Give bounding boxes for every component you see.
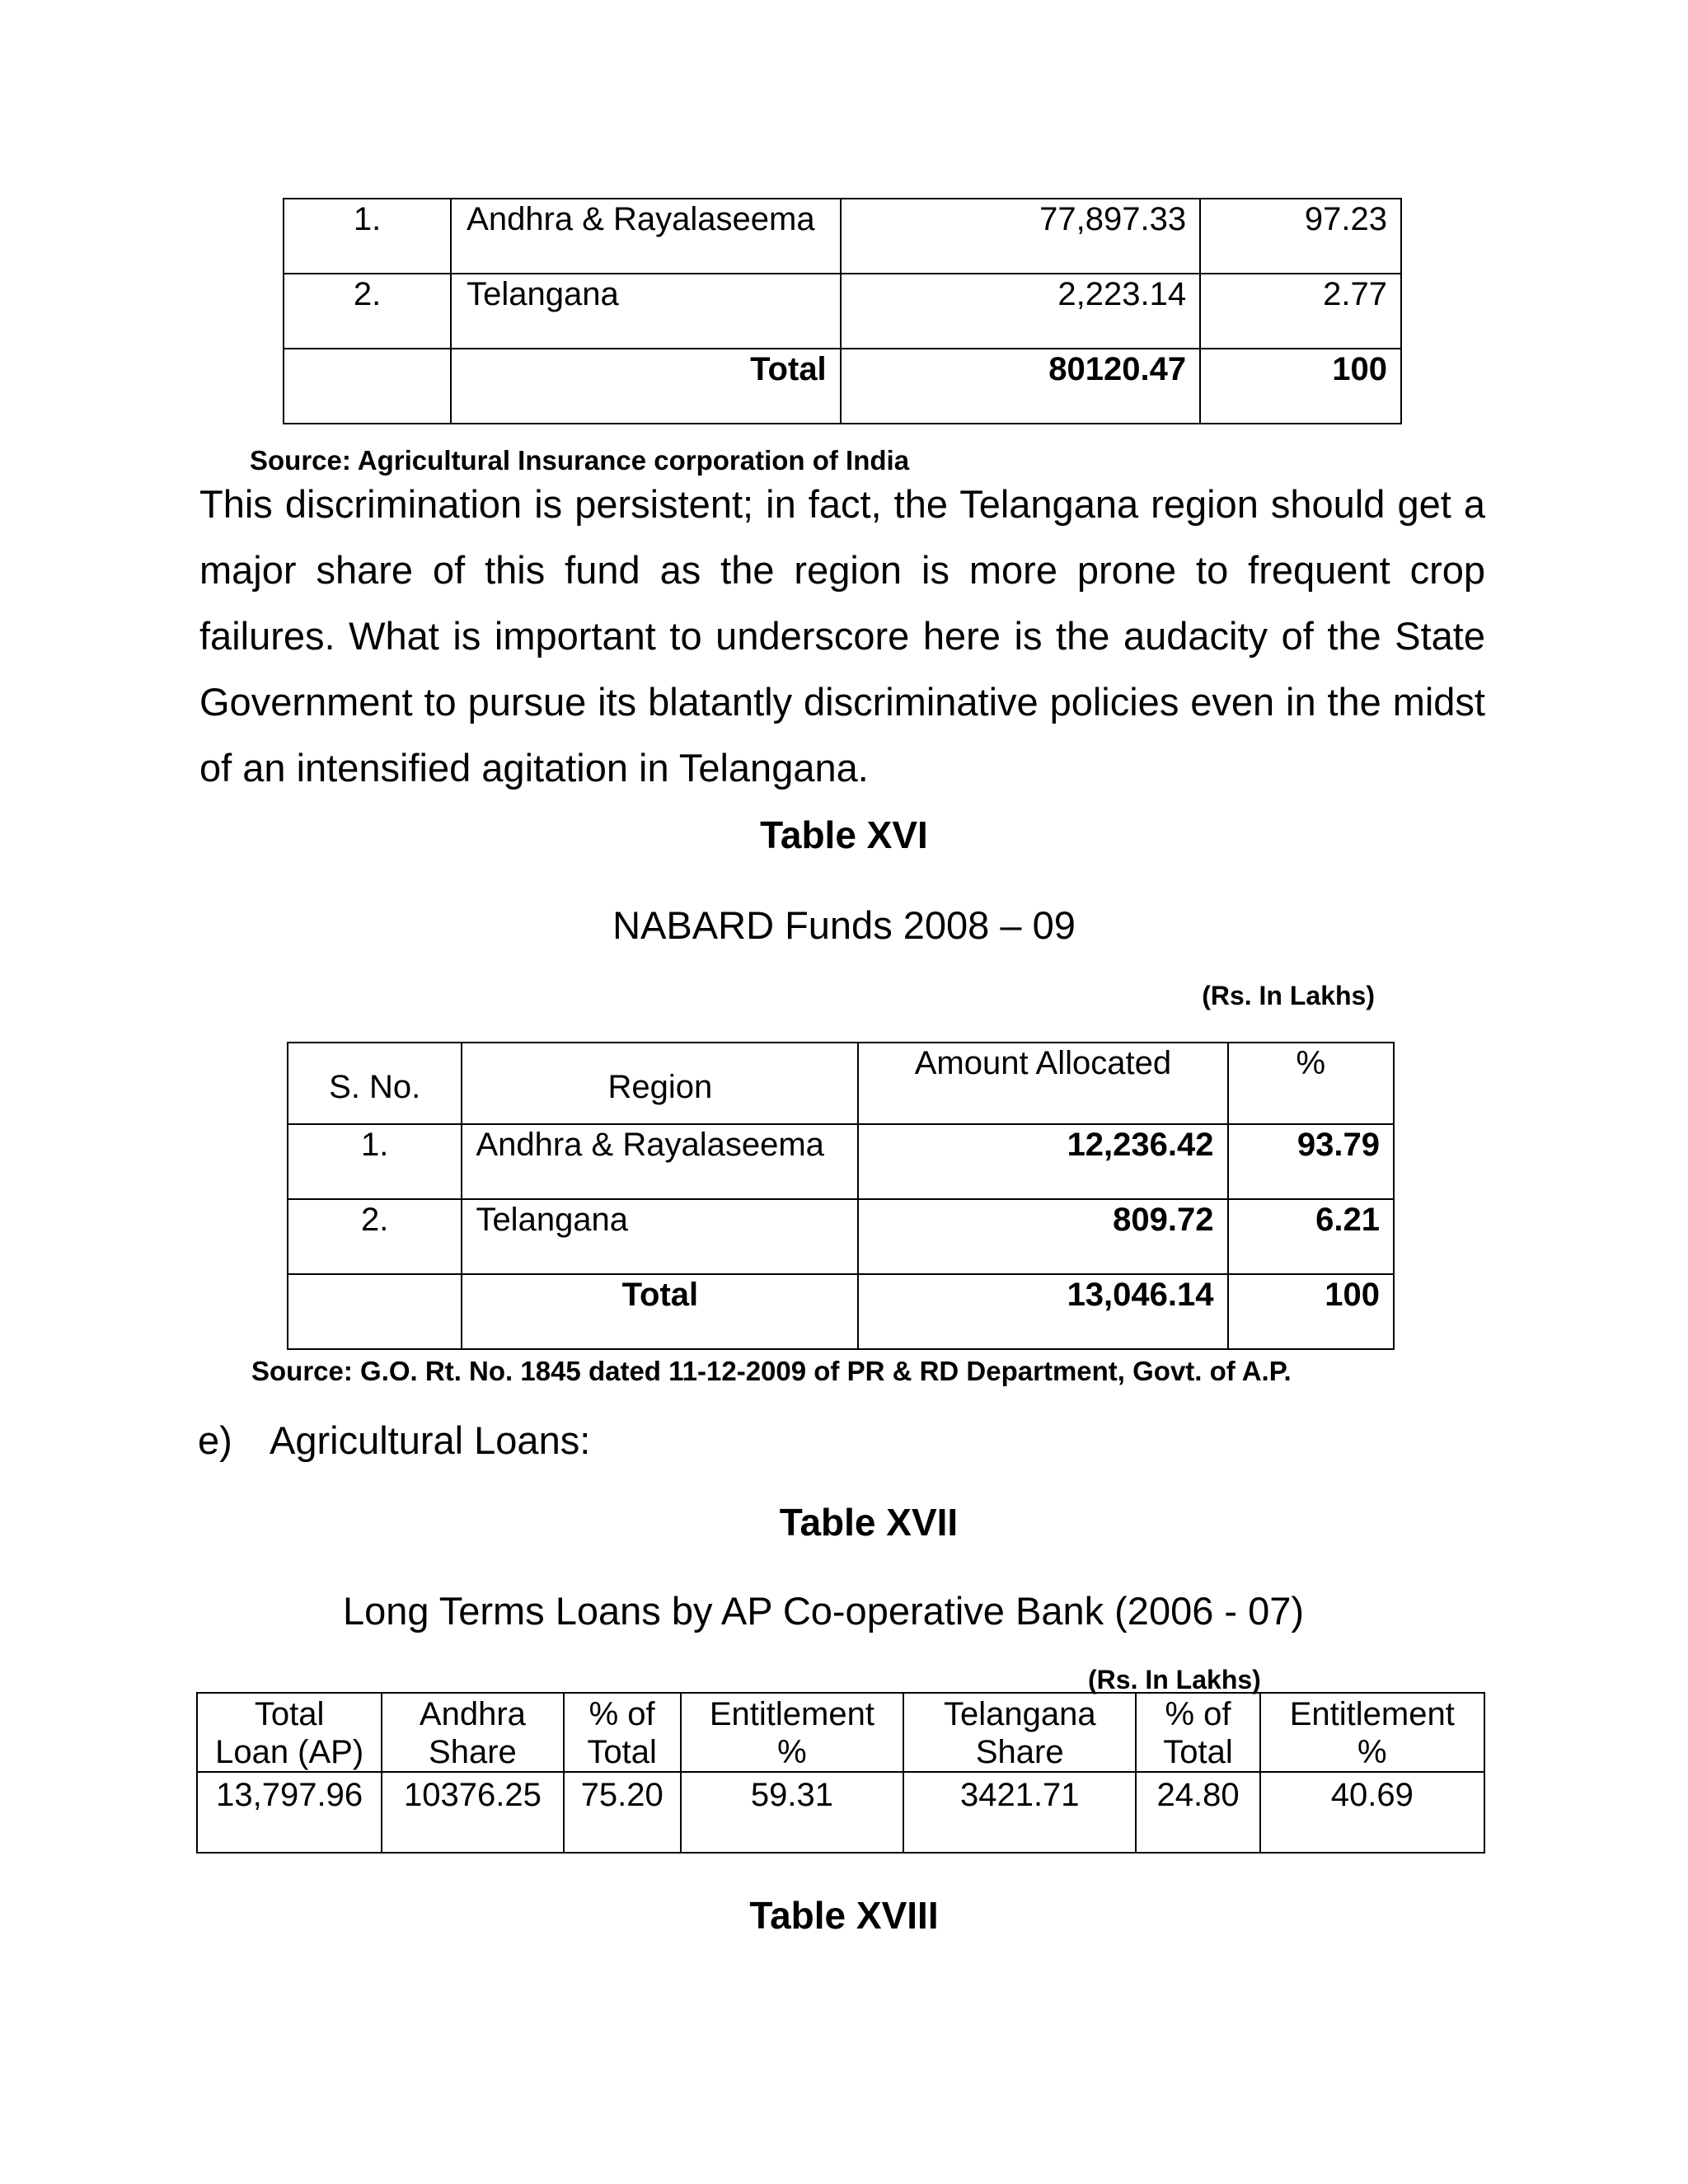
empty-cell — [284, 349, 451, 424]
header-sno: S. No. — [288, 1043, 462, 1124]
insurance-table — [283, 198, 1402, 424]
cell-andhra-share: 10376.25 — [382, 1772, 563, 1853]
header-amount: Amount Allocated — [858, 1043, 1227, 1124]
region-cell: Andhra & Rayalaseema — [451, 199, 841, 274]
total-percent: 100 — [1228, 1274, 1394, 1349]
table-header-row — [197, 1693, 1484, 1772]
cell-total-loan: 13,797.96 — [197, 1772, 382, 1853]
percent-cell: 93.79 — [1228, 1124, 1394, 1199]
table-row — [197, 1772, 1484, 1853]
table-row — [288, 1199, 1394, 1274]
total-row — [284, 349, 1401, 424]
cell-telangana-share: 3421.71 — [903, 1772, 1136, 1853]
header-andhra-share: Andhra Share — [382, 1693, 563, 1772]
cell-telangana-entitlement: 40.69 — [1260, 1772, 1484, 1853]
sno-cell: 2. — [288, 1199, 462, 1274]
region-cell: Andhra & Rayalaseema — [462, 1124, 858, 1199]
section-title: Agricultural Loans: — [270, 1418, 591, 1462]
table-xvii-units: (Rs. In Lakhs) — [1088, 1665, 1261, 1694]
table-xvi-units: (Rs. In Lakhs) — [1202, 981, 1375, 1010]
header-telangana-percent: % of Total — [1136, 1693, 1259, 1772]
table-row — [284, 274, 1401, 349]
cell-telangana-percent: 24.80 — [1136, 1772, 1259, 1853]
table-xvi-heading: Table XVI — [760, 813, 928, 856]
table-row — [288, 1124, 1394, 1199]
table-row — [284, 199, 1401, 274]
total-label: Total — [451, 349, 841, 424]
header-percent: % — [1228, 1043, 1394, 1124]
table-xvii-title: Long Terms Loans by AP Co-operative Bank (2006 - 07) — [342, 1589, 1305, 1633]
sno-cell: 1. — [288, 1124, 462, 1199]
table-xviii-heading: Table XVIII — [749, 1894, 939, 1937]
cell-andhra-entitlement: 59.31 — [681, 1772, 903, 1853]
nabard-table — [287, 1042, 1395, 1350]
header-andhra-percent: % of Total — [564, 1693, 681, 1772]
table-header-row — [288, 1043, 1394, 1124]
amount-cell: 12,236.42 — [858, 1124, 1227, 1199]
percent-cell: 2.77 — [1200, 274, 1401, 349]
table-xvii-heading: Table XVII — [779, 1501, 959, 1544]
total-row — [288, 1274, 1394, 1349]
amount-cell: 809.72 — [858, 1199, 1227, 1274]
table-source: Source: Agricultural Insurance corporation of India — [250, 445, 910, 476]
loans-table — [196, 1692, 1485, 1854]
total-percent: 100 — [1200, 349, 1401, 424]
percent-cell: 6.21 — [1228, 1199, 1394, 1274]
header-region: Region — [462, 1043, 858, 1124]
total-label: Total — [462, 1274, 858, 1349]
cell-andhra-percent: 75.20 — [564, 1772, 681, 1853]
section-marker: e) — [198, 1418, 232, 1462]
header-total-loan: Total Loan (AP) — [197, 1693, 382, 1772]
header-telangana-share: Telangana Share — [903, 1693, 1136, 1772]
amount-cell: 2,223.14 — [841, 274, 1200, 349]
table-xvi-title: NABARD Funds 2008 – 09 — [612, 903, 1076, 947]
table-xvi-source: Source: G.O. Rt. No. 1845 dated 11-12-2009 of PR & RD Department, Govt. of A.P. — [251, 1356, 1292, 1386]
header-telangana-entitlement: Entitlement % — [1260, 1693, 1484, 1772]
amount-cell: 77,897.33 — [841, 199, 1200, 274]
body-paragraph: This discrimination is persistent; in fact, the Telangana region should get a major share of this fund as the region is more prone to frequent crop failures. What is important to underscore here is the audacity of the State Government to pursue its blatantly discriminative policies even in the midst of an intensified agitation in Telangana. — [199, 482, 1485, 790]
region-cell: Telangana — [451, 274, 841, 349]
sno-cell: 2. — [284, 274, 451, 349]
percent-cell: 97.23 — [1200, 199, 1401, 274]
header-andhra-entitlement: Entitlement % — [681, 1693, 903, 1772]
empty-cell — [288, 1274, 462, 1349]
region-cell: Telangana — [462, 1199, 858, 1274]
total-amount: 13,046.14 — [858, 1274, 1227, 1349]
sno-cell: 1. — [284, 199, 451, 274]
total-amount: 80120.47 — [841, 349, 1200, 424]
